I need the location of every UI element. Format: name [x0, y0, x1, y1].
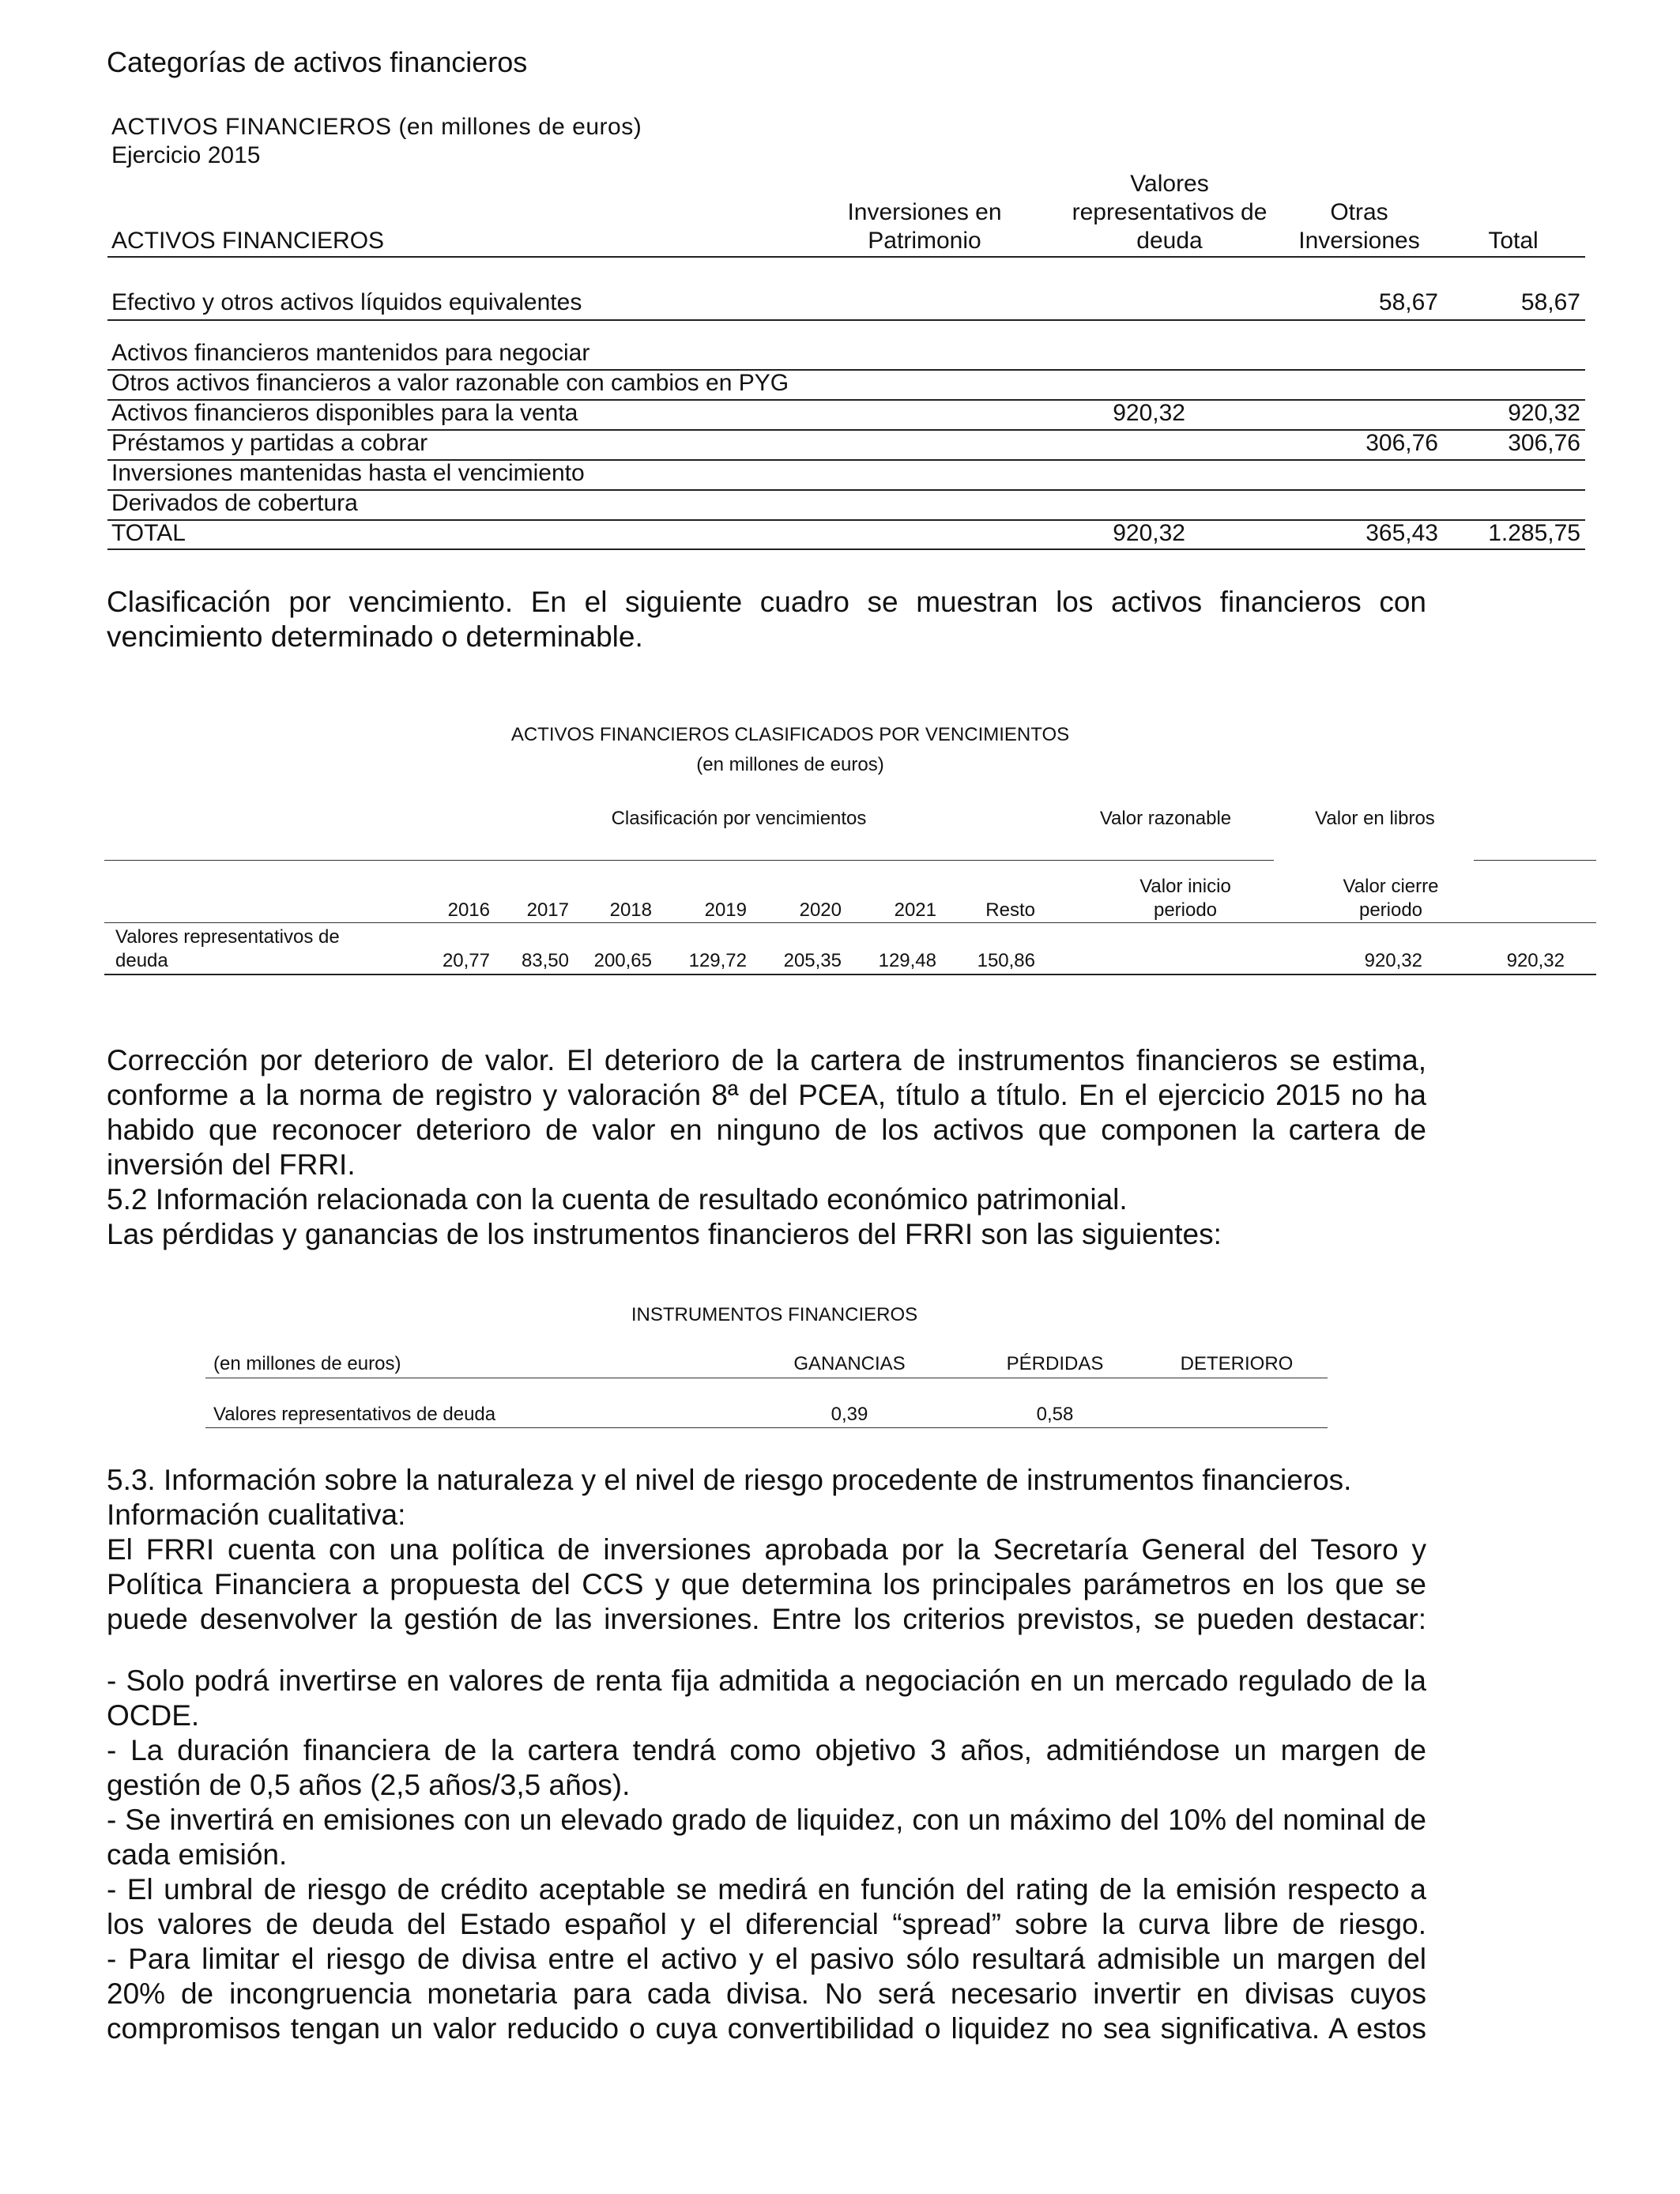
row-total: 306,76: [1508, 430, 1580, 456]
row-label: Valores representativos de deuda: [213, 1404, 496, 1425]
year-header: 2020: [799, 899, 842, 921]
table3-col-label: (en millones de euros): [213, 1353, 401, 1374]
table2-subtitle: (en millones de euros): [696, 754, 884, 775]
table2-bottom-rule: [104, 974, 1596, 975]
section-5-3: [107, 1463, 1426, 1532]
row-otras: 58,67: [1378, 289, 1438, 315]
list-item: [107, 1664, 1426, 1733]
row-label: Préstamos y partidas a cobrar: [111, 430, 428, 456]
row-cierre: 920,32: [1364, 950, 1422, 971]
table3-bottom-rule: [205, 1427, 1328, 1428]
text-line: - Para limitar el riesgo de divisa entre el activo y el pasivo sólo resultará admisible un margen del: [107, 1943, 1426, 1975]
valor-inicio-line2: periodo: [1153, 899, 1218, 921]
row-value: 129,48: [878, 950, 936, 971]
text-line: - Se invertirá en emisiones con un elevado grado de liquidez, con un máximo del 10% del nominal de: [107, 1804, 1426, 1836]
text-line: - El umbral de riesgo de crédito aceptable se medirá en función del rating de la emisión respecto a: [107, 1873, 1426, 1906]
row-label-line1: Valores representativos de: [115, 926, 340, 948]
col-header-label: ACTIVOS FINANCIEROS: [111, 228, 385, 254]
row-label: Activos financieros mantenidos para negociar: [111, 340, 590, 366]
valor-cierre-line2: periodo: [1358, 899, 1423, 921]
paragraph-deterioro: [107, 1043, 1426, 1182]
text-line: gestión de 0,5 años (2,5 años/3,5 años).: [107, 1769, 631, 1801]
text-line: Clasificación por vencimiento. En el siguiente cuadro se muestran los activos financieros con: [107, 586, 1426, 618]
row-value: 150,86: [977, 950, 1035, 971]
text-line: puede desenvolver la gestión de las inversiones. Entre los criterios previstos, se pueden destacar:: [107, 1603, 1426, 1635]
text-line: - Solo podrá invertirse en valores de renta fija admitida a negociación en un mercado regulado de la: [107, 1664, 1426, 1697]
table3-col-deterioro: DETERIORO: [1180, 1353, 1294, 1374]
text-line: habido que reconocer deterioro de valor en ninguno de los activos que componen la cartera de: [107, 1114, 1426, 1146]
row-value: 200,65: [593, 950, 652, 971]
row-label: Inversiones mantenidas hasta el vencimiento: [111, 460, 585, 486]
text-line: Política Financiera a propuesta del CCS y que determina los principales parámetros en los que se: [107, 1568, 1426, 1600]
row-total: 920,32: [1508, 400, 1580, 426]
col-otras-line2: Inversiones: [1298, 228, 1420, 254]
table2-title: ACTIVOS FINANCIEROS CLASIFICADOS POR VENCIMIENTOS: [510, 724, 1070, 745]
row-libros: 920,32: [1506, 950, 1565, 971]
table2-header-rule: [104, 922, 1596, 923]
text-line: OCDE.: [107, 1699, 200, 1732]
paragraph-politica: [107, 1532, 1426, 1637]
row-value: 129,72: [688, 950, 747, 971]
col-patrimonio-line2: Patrimonio: [868, 228, 981, 254]
valor-cierre-line1: Valor cierre: [1343, 876, 1439, 897]
text-line: cada emisión.: [107, 1838, 288, 1871]
paragraph-perdidas: Las pérdidas y ganancias de los instrumentos financieros del FRRI son las siguientes:: [107, 1218, 1222, 1250]
text-line: compromisos tengan un valor reducido o cuya convertibilidad o liquidez no sea significativa. A estos: [107, 2012, 1426, 2045]
row-label: Efectivo y otros activos líquidos equivalentes: [111, 289, 582, 315]
row-label: Otros activos financieros a valor razonable con cambios en PYG: [111, 370, 789, 396]
text-line: - La duración financiera de la cartera tendrá como objetivo 3 años, admitiéndose un margen de: [107, 1734, 1426, 1766]
criterios-list: [107, 1664, 1426, 2046]
table3-col-perdidas: PÉRDIDAS: [1006, 1353, 1104, 1374]
year-header: Resto: [985, 899, 1035, 921]
row-otras: 306,76: [1365, 430, 1438, 456]
year-header: 2018: [609, 899, 652, 921]
row-label: TOTAL: [111, 520, 186, 546]
row-value: 83,50: [521, 950, 569, 971]
row-label-line2: deuda: [115, 950, 168, 971]
table1-header-rule: [107, 256, 1585, 258]
section-5-2: 5.2 Información relacionada con la cuenta de resultado económico patrimonial.: [107, 1183, 1128, 1216]
row-total: 1.285,75: [1488, 520, 1580, 546]
row-value: 20,77: [442, 950, 490, 971]
text-line: El FRRI cuenta con una política de inversiones aprobada por la Secretaría General del Tesoro y: [107, 1533, 1426, 1566]
row-deuda: 920,32: [1113, 400, 1185, 426]
table2-group-rule: [104, 860, 1274, 861]
col-patrimonio-line1: Inversiones en: [847, 199, 1002, 225]
table1-subtitle: Ejercicio 2015: [111, 142, 261, 168]
table3-title: INSTRUMENTOS FINANCIEROS: [631, 1304, 918, 1325]
table2-group-rule-right: [1474, 860, 1596, 861]
text-line: los valores de deuda del Estado español y el diferencial “spread” sobre la curva libre de riesgo.: [107, 1908, 1426, 1940]
year-header: 2021: [894, 899, 936, 921]
section-title: 5.3. Información sobre la naturaleza y el nivel de riesgo procedente de instrumentos financieros.: [107, 1464, 1352, 1496]
group-libros: Valor en libros: [1315, 808, 1435, 829]
row-otras: 365,43: [1365, 520, 1438, 546]
list-item: [107, 1733, 1426, 1803]
text-line: vencimiento determinado o determinable.: [107, 620, 643, 653]
year-header: 2017: [526, 899, 569, 921]
row-label: Activos financieros disponibles para la venta: [111, 400, 578, 426]
row-label: Derivados de cobertura: [111, 490, 358, 516]
row-total: 58,67: [1520, 289, 1580, 315]
table1-title: ACTIVOS FINANCIEROS (en millones de euros): [111, 114, 642, 140]
list-item: [107, 1872, 1426, 1942]
row-ganancias: 0,39: [831, 1404, 868, 1425]
valor-inicio-line1: Valor inicio: [1139, 876, 1231, 897]
col-deuda-line1: Valores: [1130, 171, 1209, 197]
list-item: [107, 1942, 1426, 2046]
col-deuda-line2: representativos de: [1072, 199, 1268, 225]
year-header: 2016: [447, 899, 490, 921]
group-razonable: Valor razonable: [1099, 808, 1232, 829]
row-value: 205,35: [783, 950, 842, 971]
text-line: inversión del FRRI.: [107, 1148, 356, 1181]
text-line: Corrección por deterioro de valor. El deterioro de la cartera de instrumentos financieros se estima,: [107, 1044, 1426, 1076]
table3-col-ganancias: GANANCIAS: [793, 1353, 906, 1374]
section-subtitle: Información cualitativa:: [107, 1498, 406, 1531]
page-heading: Categorías de activos financieros: [107, 46, 528, 78]
col-deuda-line3: deuda: [1136, 228, 1203, 254]
row-deuda: 920,32: [1113, 520, 1185, 546]
text-line: conforme a la norma de registro y valoración 8ª del PCEA, título a título. En el ejercicio 2015 no ha: [107, 1079, 1426, 1111]
row-perdidas: 0,58: [1036, 1404, 1074, 1425]
col-total: Total: [1488, 228, 1539, 254]
table1-bottom-rule: [107, 548, 1585, 550]
list-item: [107, 1803, 1426, 1872]
col-otras-line1: Otras: [1330, 199, 1388, 225]
group-vencimientos: Clasificación por vencimientos: [611, 808, 867, 829]
row-rule: [107, 319, 1585, 321]
text-line: 20% de incongruencia monetaria para cada divisa. No será necesario invertir en divisas cuyos: [107, 1977, 1426, 2010]
year-header: 2019: [704, 899, 747, 921]
paragraph-clasificacion: [107, 585, 1426, 654]
